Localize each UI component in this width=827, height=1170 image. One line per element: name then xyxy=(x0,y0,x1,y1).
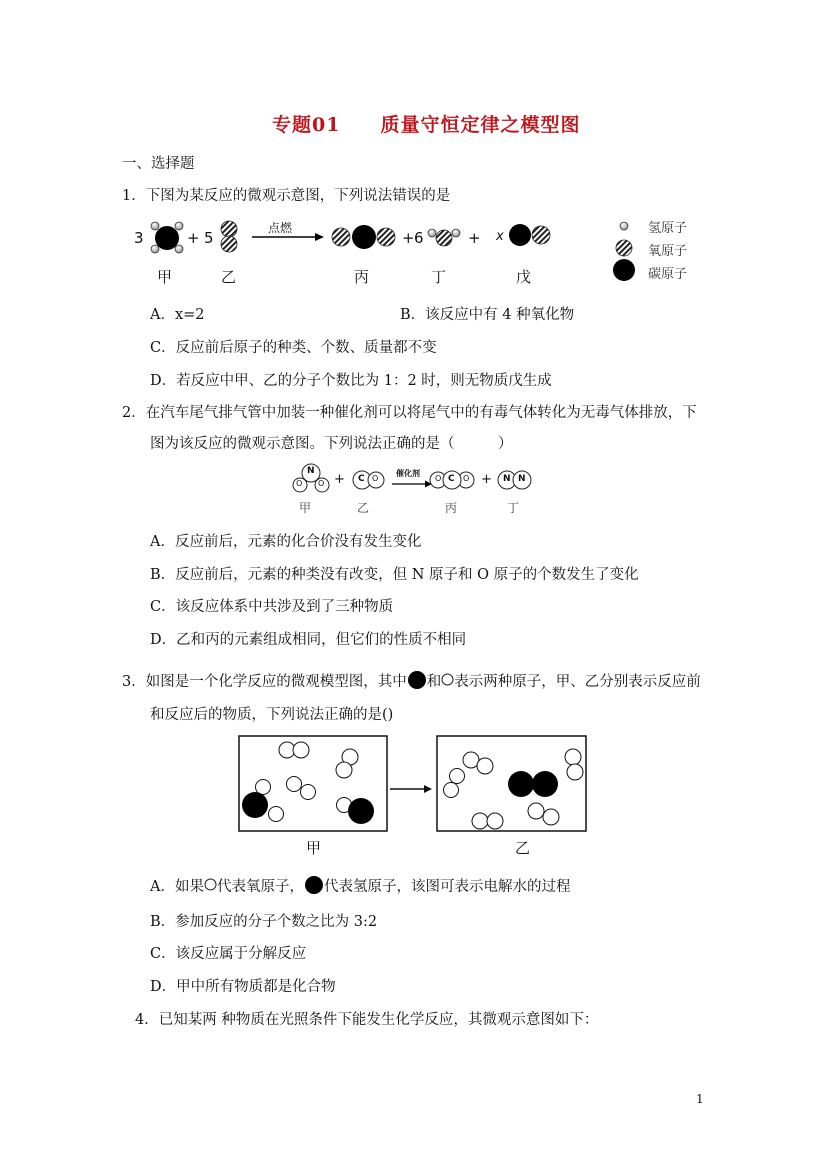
q3-stem-line2: 和反应后的物质，下列说法正确的是() xyxy=(150,707,394,723)
q1-reaction-arrow xyxy=(252,232,324,244)
q3-stem-part2: 和 xyxy=(426,674,442,690)
white-atom-icon xyxy=(441,673,454,686)
white-atom-icon xyxy=(204,878,217,891)
q1-plus-3: + xyxy=(468,229,481,247)
q3-opt-a-part3: 代表氢原子，该图可表示电解水的过程 xyxy=(323,879,571,895)
q1-legend-icons xyxy=(614,218,636,280)
q1-name-ding: 丁 xyxy=(431,268,447,286)
q2-ding-n2: N xyxy=(518,474,526,484)
q1-option-b: B．该反应中有 4 种氧化物 xyxy=(400,307,575,323)
q2-option-c: C．该反应体系中共涉及到了三种物质 xyxy=(150,599,394,615)
section-heading: 一、选择题 xyxy=(122,156,195,172)
page-title: 专题01 质量守恒定律之模型图 xyxy=(272,114,581,136)
q2-jia-n: N xyxy=(307,466,315,476)
q1-coef-wu: x xyxy=(496,229,504,244)
q2-name-ding: 丁 xyxy=(507,501,520,515)
q1-coef-jia: 3 xyxy=(134,229,144,247)
q2-bing-o1: O xyxy=(435,474,442,483)
q1-option-a: A．x=2 xyxy=(150,307,205,323)
q2-stem-line1: 2．在汽车尾气排气管中加装一种催化剂可以将尾气中的有毒气体转化为无毒气体排放，下 xyxy=(122,405,697,421)
q2-reaction-arrow xyxy=(392,480,432,488)
q3-option-b: B．参加反应的分子个数之比为 3:2 xyxy=(150,914,378,930)
q2-name-jia: 甲 xyxy=(299,501,312,515)
q2-name-bing: 丙 xyxy=(445,501,458,515)
q1-molecule-yi xyxy=(218,219,242,257)
q3-opt-a-part2: 代表氧原子， xyxy=(216,879,304,895)
q1-molecule-bing xyxy=(330,224,398,250)
q2-jia-o2: O xyxy=(318,479,325,488)
q2-option-b: B．反应前后，元素的种类没有改变，但 N 原子和 O 原子的个数发生了变化 xyxy=(150,567,639,583)
q3-option-a xyxy=(150,875,570,896)
q1-arrow-label: 点燃 xyxy=(268,221,293,235)
q3-stem-part1: 3．如图是一个化学反应的微观模型图，其中 xyxy=(122,674,407,690)
q2-catalyst-label: 催化剂 xyxy=(396,469,420,478)
q1-legend-carbon: 碳原子 xyxy=(648,267,688,282)
q1-molecule-wu xyxy=(508,222,554,248)
q2-option-d: D．乙和丙的元素组成相同，但它们的性质不相同 xyxy=(150,632,467,648)
q4-stem: 4．已知某两 种物质在光照条件下能发生化学反应，其微观示意图如下： xyxy=(135,1012,599,1028)
black-atom-icon xyxy=(407,670,427,690)
q3-stem-part3: 表示两种原子，甲、乙分别表示反应前 xyxy=(454,674,701,690)
q3-label-yi: 乙 xyxy=(515,839,531,857)
q2-jia-o1: O xyxy=(296,479,303,488)
q1-coef-yi: 5 xyxy=(204,229,214,247)
q2-plus-2: + xyxy=(481,472,492,487)
q1-name-bing: 丙 xyxy=(354,268,370,286)
q3-model-boxes xyxy=(238,735,588,833)
q2-plus-1: + xyxy=(334,472,345,487)
q2-stem-line2: 图为该反应的微观示意图。下列说法正确的是（ ） xyxy=(150,436,513,452)
q1-plus-2: + xyxy=(402,229,415,247)
q1-legend-hydrogen: 氢原子 xyxy=(648,221,688,236)
q3-label-jia: 甲 xyxy=(306,839,322,857)
q2-name-yi: 乙 xyxy=(357,501,370,515)
q3-option-d: D．甲中所有物质都是化合物 xyxy=(150,979,336,995)
page-number: 1 xyxy=(696,1092,704,1106)
q2-ding-n1: N xyxy=(503,474,511,484)
q2-yi-o: O xyxy=(372,474,379,483)
q2-option-a: A．反应前后，元素的化合价没有发生变化 xyxy=(150,534,422,550)
q1-name-wu: 戊 xyxy=(516,268,532,286)
q3-option-c: C．该反应属于分解反应 xyxy=(150,946,307,962)
q1-molecule-jia xyxy=(146,218,188,260)
q2-yi-c: C xyxy=(358,474,365,484)
q1-option-c: C．反应前后原子的种类、个数、质量都不变 xyxy=(150,340,437,356)
black-atom-icon xyxy=(304,875,324,895)
q1-molecule-ding xyxy=(426,224,462,248)
q2-bing-o2: O xyxy=(463,474,470,483)
q1-stem: 1．下图为某反应的微观示意图，下列说法错误的是 xyxy=(122,188,451,204)
q1-legend-oxygen: 氧原子 xyxy=(648,244,688,259)
q1-name-yi: 乙 xyxy=(221,268,237,286)
q1-coef-ding: 6 xyxy=(414,229,424,247)
q3-stem-line1 xyxy=(122,670,701,691)
q1-name-jia: 甲 xyxy=(157,268,173,286)
q1-option-d: D．若反应中甲、乙的分子个数比为 1：2 时，则无物质戊生成 xyxy=(150,373,552,389)
q1-plus-1: + xyxy=(187,229,200,247)
q3-opt-a-part1: A．如果 xyxy=(150,879,204,895)
q2-bing-c: C xyxy=(448,474,455,484)
